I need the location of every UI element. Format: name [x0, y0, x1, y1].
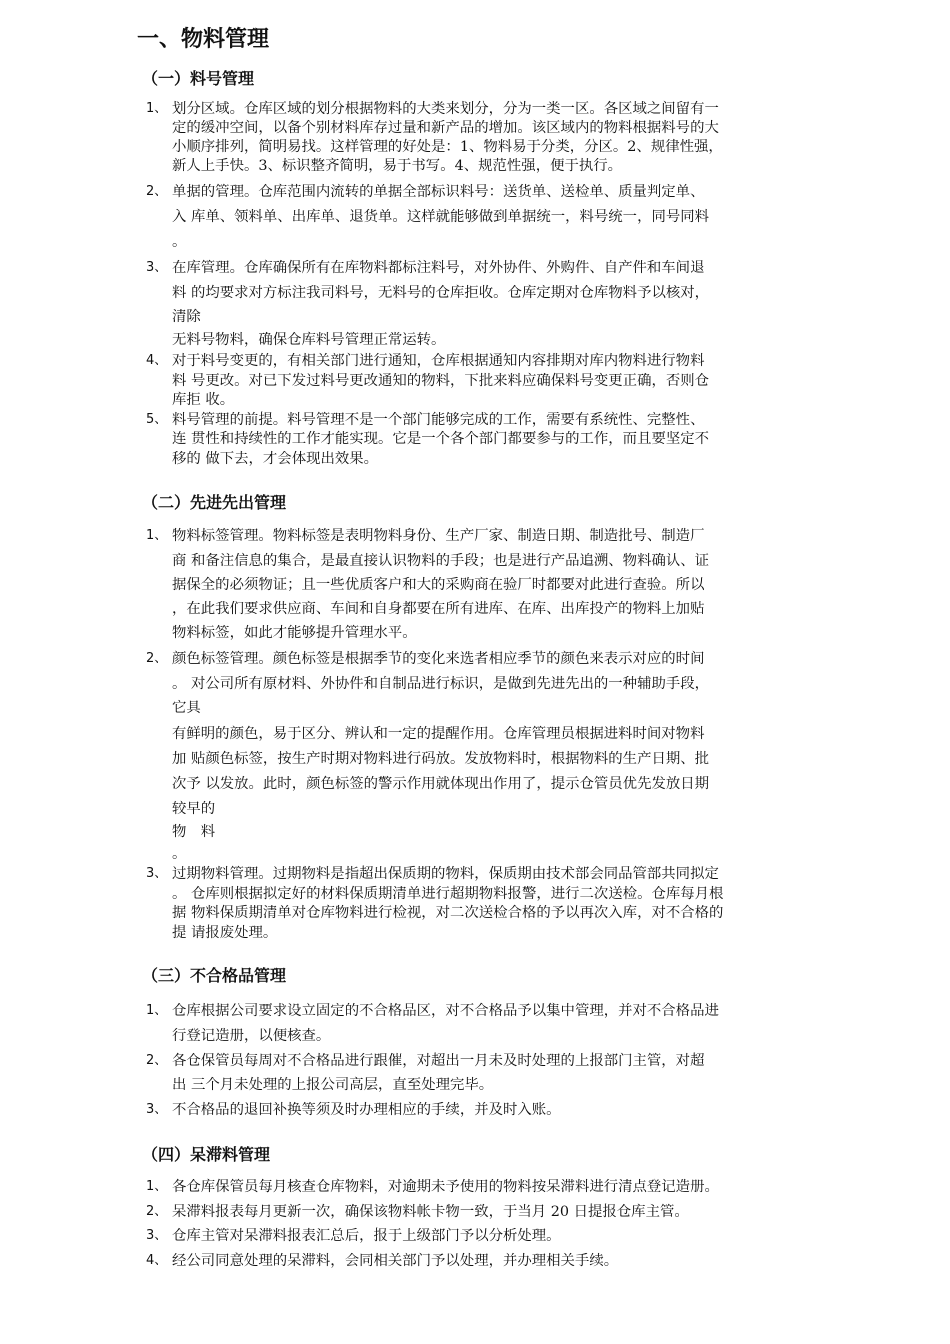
item-line: 它具: [172, 700, 201, 716]
item-line: 提 请报废处理。: [172, 925, 278, 941]
item-line: 料 号更改。对已下发过料号更改通知的物料，下批来料应确保料号变更正确，否则仓: [172, 373, 710, 389]
item-line: 物 料: [172, 824, 216, 840]
item-line: 料号管理的前提。料号管理不是一个部门能够完成的工作，需要有系统性、完整性、: [172, 412, 705, 428]
item-number: 1、: [146, 528, 168, 543]
item-number: 3、: [146, 1102, 168, 1117]
item-line: 在库管理。仓库确保所有在库物料都标注料号，对外协件、外购件、自产件和车间退: [172, 260, 705, 276]
item-line: 移的 做下去，才会体现出效果。: [172, 451, 379, 467]
item-line: 不合格品的退回补换等须及时办理相应的手续，并及时入账。: [172, 1102, 561, 1118]
item-number: 3、: [146, 866, 168, 881]
item-line: 经公司同意处理的呆滞料，会同相关部门予以处理，并办理相关手续。: [172, 1253, 619, 1269]
item-line: 呆滞料报表每月更新一次，确保该物料帐卡物一致，于当月 20 日提报仓库主管。: [172, 1204, 689, 1220]
item-line: 库拒 收。: [172, 392, 235, 408]
item-line: 清除: [172, 309, 201, 325]
section-heading: （四）呆滞料管理: [142, 1145, 271, 1164]
item-line: 较早的: [172, 801, 216, 817]
item-line: 小顺序排列，简明易找。这样管理的好处是：1、物料易于分类，分区。2、规律性强，: [172, 139, 723, 155]
item-line: 各仓库保管员每月核查仓库物料，对逾期未予使用的物料按呆滞料进行清点登记造册。: [172, 1179, 719, 1195]
item-line: 商 和备注信息的集合，是最直接认识物料的手段；也是进行产品追溯、物料确认、证: [172, 553, 710, 569]
item-line: 过期物料管理。过期物料是指超出保质期的物料，保质期由技术部会同品管部共同拟定: [172, 866, 719, 882]
item-line: 仓库主管对呆滞料报表汇总后，报于上级部门予以分析处理。: [172, 1228, 561, 1244]
item-line: 划分区域。仓库区域的划分根据物料的大类来划分，分为一类一区。各区域之间留有一: [172, 101, 719, 117]
item-line: 对于料号变更的，有相关部门进行通知，仓库根据通知内容排期对库内物料进行物料: [172, 353, 705, 369]
item-line: 定的缓冲空间，以备个别材料库存过量和新产品的增加。该区域内的物料根据料号的大: [172, 120, 719, 136]
item-line: 仓库根据公司要求设立固定的不合格品区，对不合格品予以集中管理，并对不合格品进: [172, 1003, 719, 1019]
item-line: 有鲜明的颜色，易于区分、辨认和一定的提醒作用。仓库管理员根据进料时间对物料: [172, 726, 705, 742]
item-line: 据 物料保质期清单对仓库物料进行检视，对二次送检合格的予以再次入库，对不合格的: [172, 905, 724, 921]
item-number: 2、: [146, 651, 168, 666]
item-number: 1、: [146, 1003, 168, 1018]
item-line: 入 库单、领料单、出库单、退货单。这样就能够做到单据统一，料号统一，同号同料: [172, 209, 710, 225]
item-line: ，在此我们要求供应商、车间和自身都要在所有进库、在库、出库投产的物料上加贴: [172, 601, 705, 617]
item-line: 次予 以发放。此时，颜色标签的警示作用就体现出作用了，提示仓管员优先发放日期: [172, 776, 710, 792]
page-title: 一、物料管理: [137, 27, 270, 52]
item-line: 无料号物料，确保仓库料号管理正常运转。: [172, 332, 446, 348]
section-heading: （二）先进先出管理: [142, 493, 287, 512]
item-line: 出 三个月未处理的上报公司高层，直至处理完毕。: [172, 1077, 494, 1093]
item-line: 行登记造册，以便核查。: [172, 1028, 331, 1044]
item-number: 3、: [146, 1228, 168, 1243]
item-line: 颜色标签管理。颜色标签是根据季节的变化来选者相应季节的颜色来表示对应的时间: [172, 651, 705, 667]
item-number: 5、: [146, 412, 168, 427]
section-heading: （三）不合格品管理: [142, 966, 287, 985]
item-line: 。 仓库则根据拟定好的材料保质期清单进行超期物料报警，进行二次送检。仓库每月根: [172, 886, 724, 902]
item-line: 单据的管理。仓库范围内流转的单据全部标识料号：送货单、送检单、质量判定单、: [172, 184, 705, 200]
item-line: 物料标签管理。物料标签是表明物料身份、生产厂家、制造日期、制造批号、制造厂: [172, 528, 705, 544]
item-number: 3、: [146, 260, 168, 275]
item-line: 据保全的必须物证；且一些优质客户和大的采购商在验厂时都要对此进行查验。所以: [172, 577, 705, 593]
item-number: 2、: [146, 1204, 168, 1219]
item-line: 料 的均要求对方标注我司料号，无料号的仓库拒收。仓库定期对仓库物料予以核对，: [172, 285, 710, 301]
item-number: 2、: [146, 184, 168, 199]
item-line: 加 贴颜色标签，按生产时期对物料进行码放。发放物料时，根据物料的生产日期、批: [172, 751, 710, 767]
item-line: 。 对公司所有原材料、外协件和自制品进行标识，是做到先进先出的一种辅助手段，: [172, 676, 710, 692]
item-number: 4、: [146, 1253, 168, 1268]
item-line: 各仓保管员每周对不合格品进行跟催，对超出一月未及时处理的上报部门主管，对超: [172, 1053, 705, 1069]
item-number: 1、: [146, 101, 168, 116]
item-number: 4、: [146, 353, 168, 368]
item-line: 物料标签，如此才能够提升管理水平。: [172, 625, 417, 641]
item-line: 新人上手快。3、标识整齐简明，易于书写。4、规范性强，便于执行。: [172, 158, 623, 174]
section-heading: （一）料号管理: [142, 69, 255, 88]
item-line: 。: [172, 846, 187, 862]
item-line: 连 贯性和持续性的工作才能实现。它是一个各个部门都要参与的工作，而且要坚定不: [172, 431, 710, 447]
item-line: 。: [172, 234, 187, 250]
item-number: 1、: [146, 1179, 168, 1194]
item-number: 2、: [146, 1053, 168, 1068]
